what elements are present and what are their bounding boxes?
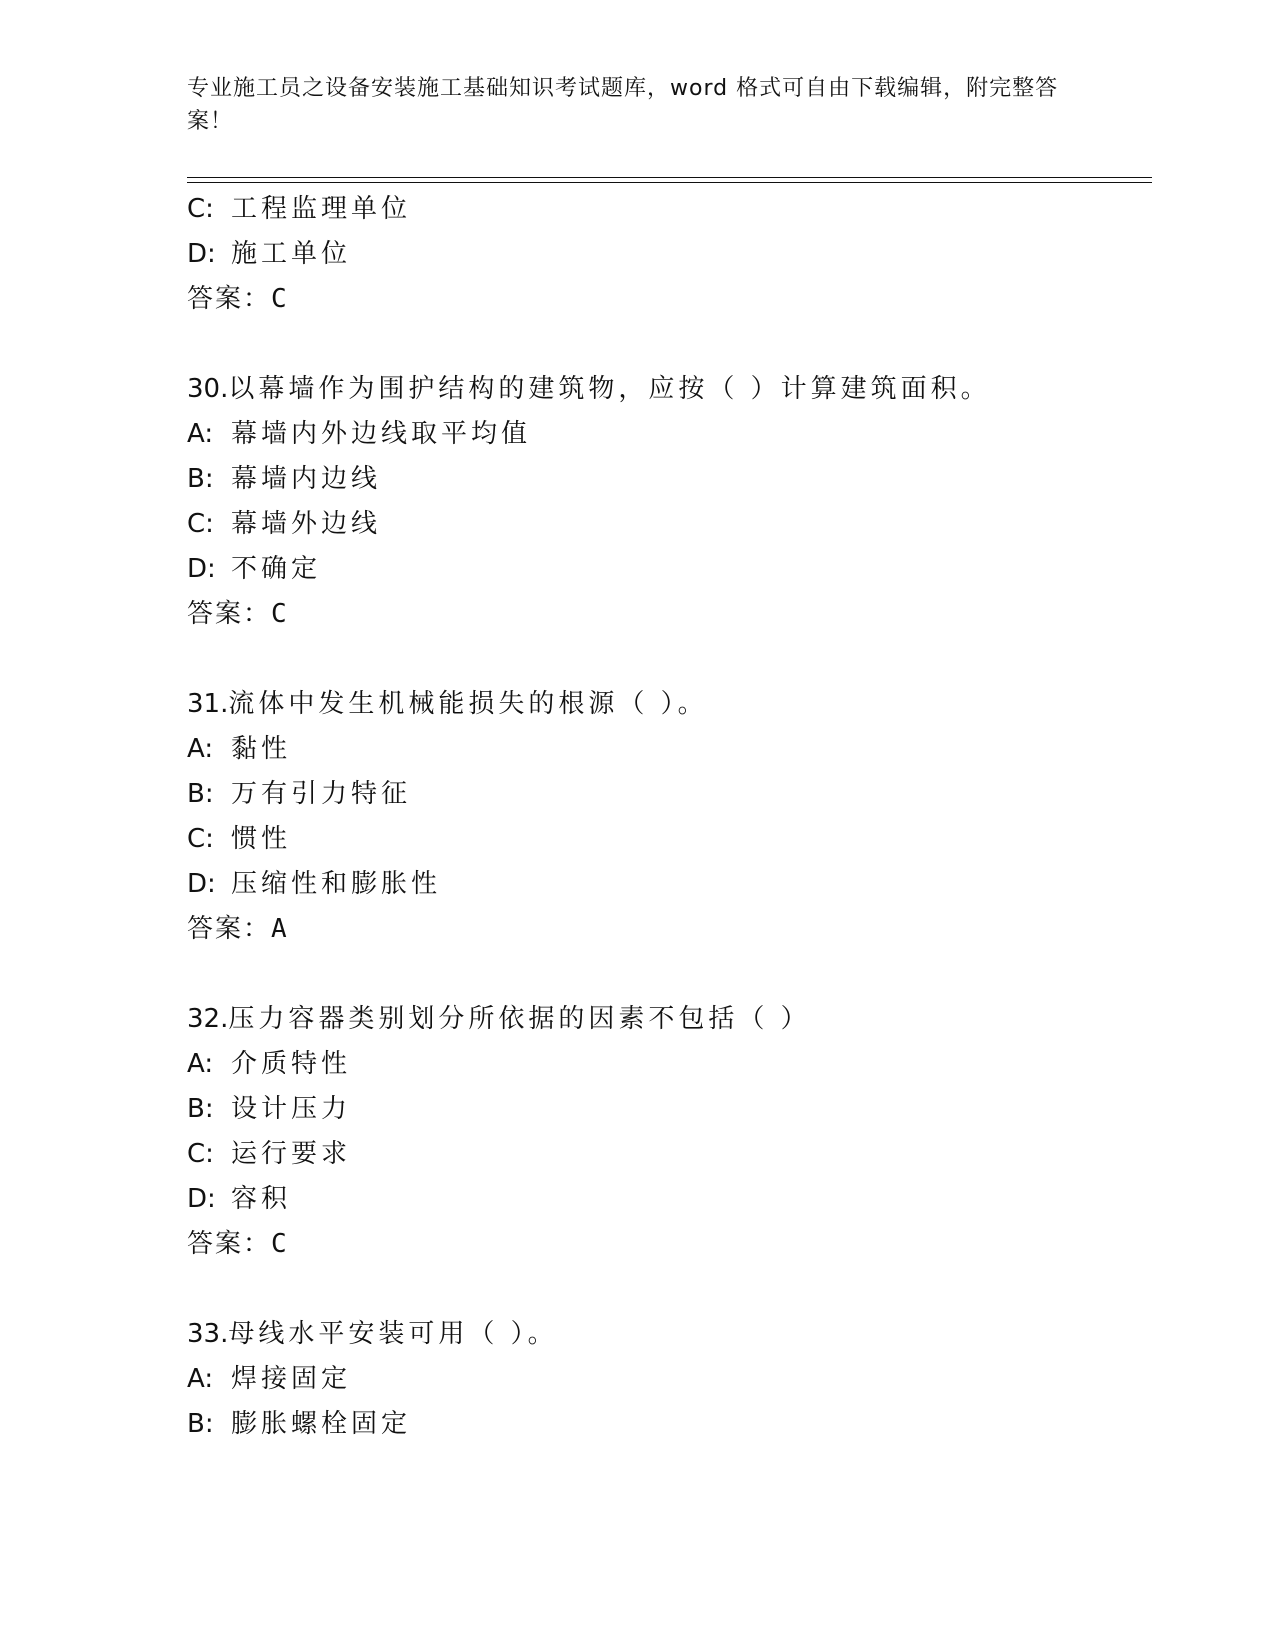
question-text: 压力容器类别划分所依据的因素不包括（ ） [228, 1004, 811, 1034]
option-letter: D: [187, 1184, 216, 1214]
option-text: 膨胀螺栓固定 [231, 1409, 412, 1439]
option-text: 容积 [231, 1184, 292, 1214]
option-text: 幕墙内外边线取平均值 [231, 419, 532, 449]
option-letter: C: [187, 194, 214, 224]
option-row [187, 462, 381, 496]
option-text: 黏性 [231, 734, 292, 764]
option-row [187, 417, 531, 451]
option-row [187, 1137, 351, 1171]
option-row [187, 507, 381, 541]
option-text: 万有引力特征 [231, 779, 412, 809]
option-text: 介质特性 [231, 1049, 352, 1079]
question-number: 33. [187, 1319, 229, 1349]
option-letter: C: [187, 824, 214, 854]
option-row [187, 1362, 351, 1396]
option-letter: B: [187, 779, 214, 809]
option-row [187, 552, 321, 586]
answer-line: 答案：C [187, 599, 289, 629]
option-letter: C: [187, 1139, 214, 1169]
option-row [187, 1092, 351, 1126]
option-text: 惯性 [231, 824, 292, 854]
option-letter: A: [187, 1049, 214, 1079]
option-letter: B: [187, 1409, 214, 1439]
question-text: 流体中发生机械能损失的根源（ ）。 [228, 689, 708, 719]
option-row [187, 777, 411, 811]
question-stem [187, 372, 991, 406]
option-row [187, 732, 291, 766]
option-letter: D: [187, 869, 216, 899]
option-text: 不确定 [231, 554, 322, 584]
header-divider-top [187, 177, 1152, 178]
option-text: 运行要求 [231, 1139, 352, 1169]
option-row [187, 1407, 411, 1441]
question-number: 31. [187, 689, 229, 719]
option-row [187, 822, 291, 856]
option-letter: B: [187, 464, 214, 494]
option-text: 幕墙外边线 [231, 509, 382, 539]
option-text: 幕墙内边线 [231, 464, 382, 494]
question-stem [187, 687, 708, 721]
option-letter: B: [187, 1094, 214, 1124]
option-letter: A: [187, 419, 214, 449]
header-divider-bottom [187, 182, 1152, 183]
option-row [187, 1182, 291, 1216]
question-number: 32. [187, 1004, 229, 1034]
option-row [187, 867, 441, 901]
question-stem [187, 1002, 811, 1036]
option-letter: D: [187, 554, 216, 584]
option-text: 工程监理单位 [231, 194, 412, 224]
option-text: 施工单位 [231, 239, 352, 269]
option-letter: D: [187, 239, 216, 269]
option-letter: A: [187, 734, 214, 764]
question-stem [187, 1317, 558, 1351]
option-text: 焊接固定 [231, 1364, 352, 1394]
question-text: 以幕墙作为围护结构的建筑物，应按（ ）计算建筑面积。 [228, 374, 991, 404]
option-row [187, 1047, 351, 1081]
answer-line: 答案：C [187, 1229, 289, 1259]
option-letter: C: [187, 509, 214, 539]
answer-line: 答案：C [187, 284, 289, 314]
question-number: 30. [187, 374, 229, 404]
question-text: 母线水平安装可用（ ）。 [228, 1319, 558, 1349]
option-text: 压缩性和膨胀性 [231, 869, 442, 899]
option-row [187, 192, 411, 226]
option-row [187, 237, 351, 271]
answer-line: 答案：A [187, 914, 289, 944]
option-text: 设计压力 [231, 1094, 352, 1124]
document-header: 专业施工员之设备安装施工基础知识考试题库，word 格式可自由下载编辑，附完整答案！ [187, 76, 1059, 134]
option-letter: A: [187, 1364, 214, 1394]
